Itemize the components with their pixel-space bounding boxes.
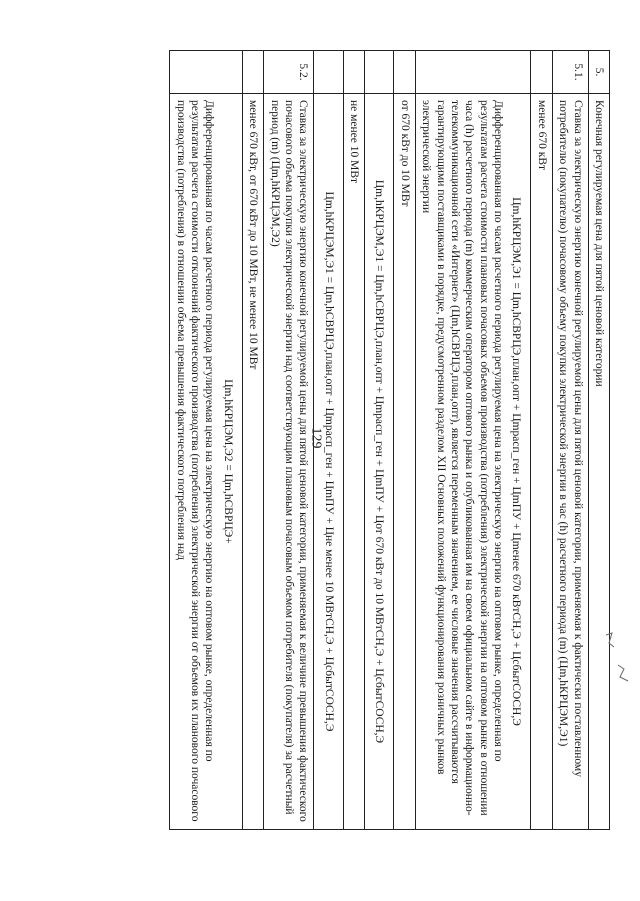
table-row [314, 51, 343, 830]
table-row [343, 51, 364, 830]
page-number: 129 [308, 427, 324, 449]
row-text: Дифференцированная по часам расчетного периода регулируемая цена на электрическую энергию на оптовом рынке, определенная по результатам расчета стоимости отклонений фактического производства (потребления) электрической энергии от объемов их планового почасового производства (потребления) в отношении объема превышения фактического потребления над [174, 100, 216, 822]
margin-scribble [598, 625, 638, 685]
formula: Цm,hКРЦЭМ,Э1 = Цm,hСВРЦЭ,план,опт + Цmрасп_ген + ЦmПУ + Цне менее 10 МВтСН,Э + ЦсбытСОСН,Э [322, 191, 335, 732]
row-text: от 670 кВт до 10 МВт [394, 94, 415, 830]
row-text: Ставка за электрическую энергию конечной регулируемой цены для пятой ценовой категории, применяемая к фактически поставленному потребителю (покупателю) почасовому объему покупки электрической энергии в час (h) расчетного периода (m) (Цm,hКРЦЭМ,Э1) [552, 94, 588, 830]
row-number: 5.2. [264, 51, 314, 94]
table-row [264, 51, 314, 830]
row-number [343, 51, 364, 94]
table-row [394, 51, 415, 830]
formula: Цm,hКРЦЭМ,Э1 = Цm,hСВРЦЭ,план,опт + Цmрасп_ген + ЦmПУ + Цmенее 670 кВтСН,Э + ЦсбытСОСН,Э [510, 197, 523, 726]
row-number [365, 51, 394, 94]
table-row [415, 51, 531, 830]
row-text: не менее 10 МВт [343, 94, 364, 830]
table-row [365, 51, 394, 830]
row-text: Ставка за электрическую энергию конечной регулируемой цены для пятой ценовой категории, применяемая к величине превышения фактического почасового объема покупки электрической энергии над соответствующим плановым почасовым объемом потребителя (покупателя) за расчетный период (m) (Цm,hКРЦЭМ,Э2) [264, 94, 314, 830]
row-text: Дифференцированная по часам расчетного периода регулируемая цена на электрическую энергию на оптовом рынке, определенная по результатам расчета стоимости плановых почасовых объемов производства (потребления) электрической энергии на оптовом рынке в отношении часа (h) расчетного периода (m) коммерческим оператором оптового рынка и опубликованная им на своем официальном сайте в информационно-телекоммуникационной сети «Интернет» (Цm,hСВРЦЭ,план,опт), является переменным значением, ее числовые значения рассчитываются гарантирующими поставщиками в порядке, предусмотренном разделом XII Основных положений функционирования розничных рынков электрической энергии [420, 100, 505, 816]
table-row [588, 51, 609, 830]
table-row [242, 51, 263, 830]
formula: Цm,hКРЦЭМ,Э2 = Цm,hСВРЦЭ+ [221, 379, 234, 544]
row-text: Конечная регулируемая цена для пятой ценовой категории [588, 94, 609, 830]
row-number: 5. [588, 51, 609, 94]
table-row [531, 51, 552, 830]
row-number [531, 51, 552, 94]
row-number [415, 51, 531, 94]
row-number [394, 51, 415, 94]
table-row [552, 51, 588, 830]
tariff-table [169, 50, 610, 830]
row-number [170, 51, 243, 94]
row-text: менее 670 кВт, от 670 кВт до 10 МВт, не менее 10 МВт [242, 94, 263, 830]
row-number [242, 51, 263, 94]
rotated-table-container [110, 50, 610, 830]
table-row [170, 51, 243, 830]
row-number [314, 51, 343, 94]
row-text: менее 670 кВт [531, 94, 552, 830]
row-number: 5.1. [552, 51, 588, 94]
formula: Цm,hКРЦЭМ,Э1 = Цm,hСВРЦЭ,план,опт + Цmрасп_ген + ЦmПУ + Цот 670 кВт до 10 МВтСН,Э + ЦсбытСОСН,Э [373, 179, 386, 744]
